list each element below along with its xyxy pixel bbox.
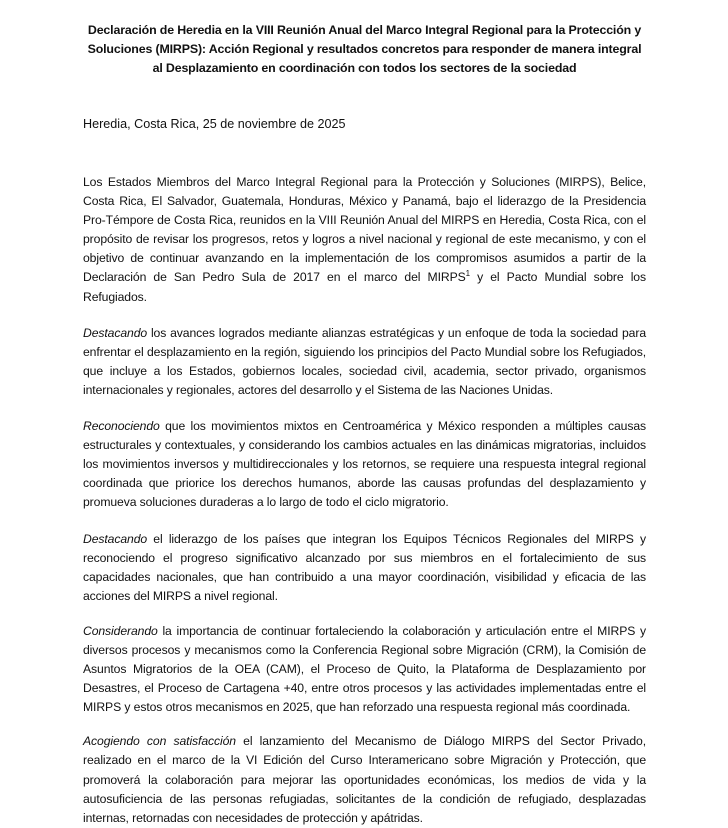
paragraph-acogiendo	[83, 732, 646, 827]
document-page	[83, 0, 646, 828]
paragraph-reconociendo	[83, 417, 646, 512]
paragraph-preamble	[83, 173, 646, 307]
paragraph-lead: Considerando	[83, 623, 158, 638]
paragraph-destacando-liderazgo	[83, 530, 646, 606]
paragraph-text: la importancia de continuar fortaleciendo la colaboración y articulación entre el MIRPS y diversos procesos y mecanismos como la Conferencia Regional sobre Migración (CRM), la Comisión de Asuntos Migratorios de la OEA (CAM), el Proceso de Quito, la Plataforma de Desplazamiento por Desastres, el Proceso de Cartagena +40, entre otros procesos y las actividades implementadas entre el MIRPS y estos otros mecanismos en 2025, que han reforzado una respuesta regional más coordinada.	[83, 623, 646, 715]
paragraph-lead: Reconociendo	[83, 419, 160, 434]
document-title: Declaración de Heredia en la VIII Reunión Anual del Marco Integral Regional para la Protección y Soluciones (MIRPS): Acción Regional y resultados concretos para responder de manera integral al Desplazamiento en coordinación con todos los sectores de la sociedad	[87, 23, 642, 75]
paragraph-text: los avances logrados mediante alianzas estratégicas y un enfoque de toda la sociedad para enfrentar el desplazamiento en la región, siguiendo los principios del Pacto Mundial sobre los Refugiados, que incluye a los Estados, gobiernos locales, sociedad civil, academia, sector privado, organismos internacionales y regionales, actores del desarrollo y el Sistema de las Naciones Unidas.	[83, 325, 646, 397]
paragraph-text: el liderazgo de los países que integran los Equipos Técnicos Regionales del MIRPS y reconociendo el progreso significativo alcanzado por sus miembros en el fortalecimiento de sus capacidades nacionales, que han contribuido a una mayor coordinación, visibilidad y eficacia de las acciones del MIRPS a nivel regional.	[83, 531, 646, 603]
dateline: Heredia, Costa Rica, 25 de noviembre de 2025	[83, 117, 346, 131]
footnote-reference[interactable]: 1	[465, 269, 470, 279]
paragraph-text: que los movimientos mixtos en Centroamérica y México responden a múltiples causas estructurales y contextuales, y considerando los cambios actuales en las dinámicas migratorias, incluidos los movimientos inversos y multidireccionales y los retornos, se requiere una respuesta integral regional coordinada que priorice los derechos humanos, aborde las causas profundas del desplazamiento y promueva soluciones duraderas a lo largo de todo el ciclo migratorio.	[83, 419, 646, 510]
paragraph-text: Los Estados Miembros del Marco Integral Regional para la Protección y Soluciones (MIRPS), Belice, Costa Rica, El Salvador, Guatemala, Honduras, México y Panamá, bajo el liderazgo de la Presidencia Pro-Témpore de Costa Rica, reunidos en la VIII Reunión Anual del MIRPS en Heredia, Costa Rica, con el propósito de revisar los progresos, retos y logros a nivel nacional y regional de este mecanismo, y con el objetivo de continuar avanzando en la implementación de los compromisos asumidos a partir de la Declaración de San Pedro Sula de 2017 en el marco del MIRPS	[83, 175, 646, 285]
paragraph-lead: Acogiendo con satisfacción	[83, 734, 236, 749]
paragraph-lead: Destacando	[83, 531, 148, 546]
paragraph-lead: Destacando	[83, 325, 148, 340]
paragraph-text: y el Pacto Mundial sobre los Refugiados.	[83, 270, 646, 304]
paragraph-text: el lanzamiento del Mecanismo de Diálogo MIRPS del Sector Privado, realizado en el marco de la VI Edición del Curso Interamericano sobre Migración y Protección, que promoverá la colaboración para mejorar las oportunidades económicas, los medios de vida y la autosuficiencia de las personas refugiadas, solicitantes de la condición de refugiado, desplazadas internas, retornadas con necesidades de protección y apátridas.	[83, 734, 646, 825]
paragraph-destacando-alianzas	[83, 324, 646, 400]
paragraph-considerando	[83, 622, 646, 717]
